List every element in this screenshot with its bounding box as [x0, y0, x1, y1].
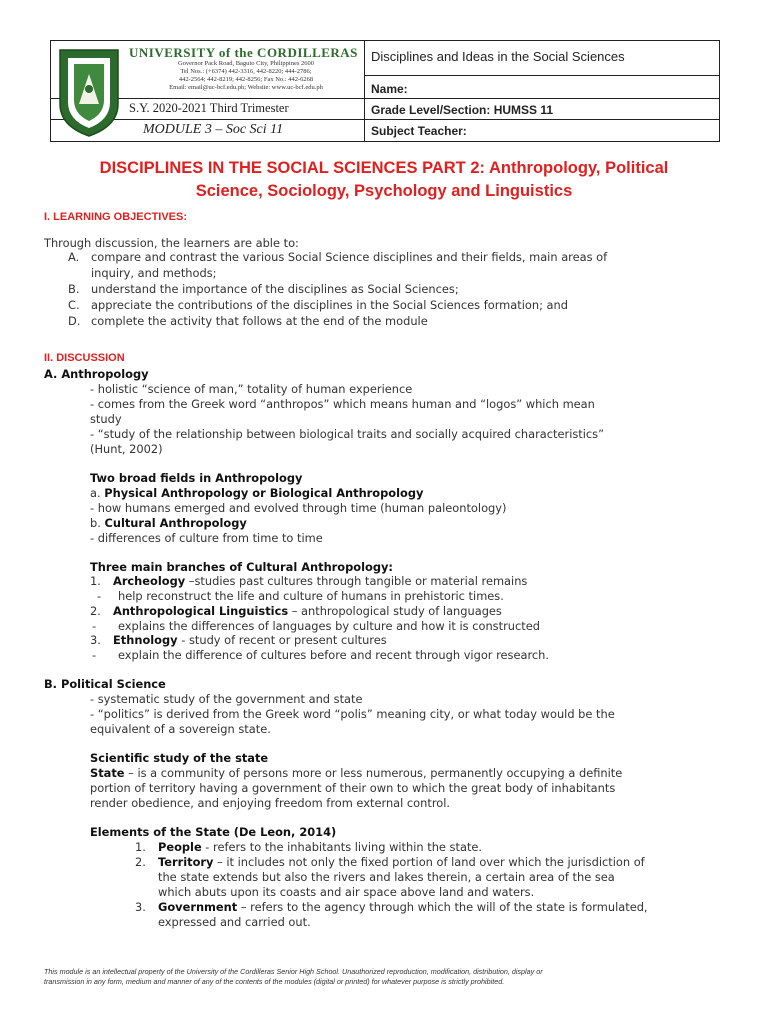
element-text: the state extends but also the rivers and lakes therein, a certain area of the sea [158, 870, 615, 884]
state-heading: Scientific study of the state [90, 751, 269, 765]
name-label: Name: [371, 82, 408, 96]
objective-text: inquiry, and methods; [91, 266, 217, 280]
element-item [158, 855, 645, 869]
branch-name: Archeology [113, 574, 186, 588]
element-name: People [158, 840, 202, 854]
objective-text: complete the activity that follows at the end of the module [91, 314, 428, 328]
branch-item [90, 604, 101, 618]
header-table [50, 40, 720, 142]
polsci-heading: B. Political Science [44, 677, 166, 691]
university-address [129, 60, 363, 92]
header-row-line [51, 119, 719, 120]
header-row-line [364, 75, 719, 76]
branch-desc: – anthropological study of languages [288, 604, 502, 618]
title-line: DISCIPLINES IN THE SOCIAL SCIENCES PART 2: Anthropology, Political [99, 159, 669, 177]
branch-num: 2. [90, 604, 101, 618]
fields-heading: Two broad fields in Anthropology [90, 471, 303, 485]
branch-item [113, 604, 502, 618]
anthropology-line: - holistic “science of man,” totality of human experience [90, 382, 413, 396]
branch-sub-text: help reconstruct the life and culture of humans in prehistoric times. [118, 589, 504, 603]
branch-item [90, 574, 101, 588]
branch-item [113, 633, 387, 647]
address-line: Governor Pack Road, Baguio City, Philippines 2600 [177, 60, 315, 67]
branch-desc: - study of recent or present cultures [177, 633, 387, 647]
address-line: Tel Nos.: (+6374) 442-3316, 442-8220; 444-2786; [180, 68, 312, 75]
branch-name: Anthropological Linguistics [113, 604, 289, 618]
anthropology-heading: A. Anthropology [44, 367, 149, 381]
element-name: Government [158, 900, 238, 914]
objective-text: understand the importance of the disciplines as Social Sciences; [91, 282, 459, 296]
polsci-line: equivalent of a sovereign state. [90, 722, 271, 736]
objective-letter: C. [68, 298, 80, 312]
subject-teacher-label: Subject Teacher: [371, 124, 467, 138]
objectives-heading: I. LEARNING OBJECTIVES: [44, 211, 188, 223]
objective-letter: A. [68, 250, 80, 264]
footer-line: transmission in any form, medium and manner of any of the contents of the modules (digital or printed) for whatever purpose is strictly prohibited. [44, 977, 505, 986]
anthropology-line: study [90, 412, 122, 426]
polsci-line: - “politics” is derived from the Greek word “polis” meaning city, or what today would be the [90, 707, 615, 721]
element-text: which abuts upon its coasts and air space above land and waters. [158, 885, 535, 899]
state-text: – is a community of persons more or less numerous, permanently occupying a definite [124, 766, 623, 780]
objective-letter: D. [68, 314, 81, 328]
element-text: – refers to the agency through which the will of the state is formulated, [237, 900, 648, 914]
element-num: 2. [135, 855, 146, 869]
university-name: UNIVERSITY of the CORDILLERAS [129, 45, 358, 60]
header-row-line [51, 98, 719, 99]
polsci-line: - systematic study of the government and state [90, 692, 363, 706]
state-text: render obedience, and enjoying freedom from external control. [90, 796, 451, 810]
element-text: – it includes not only the fixed portion of land over which the jurisdiction of [213, 855, 645, 869]
state-definition [90, 766, 622, 780]
discussion-heading: II. DISCUSSION [44, 352, 125, 364]
field-prefix: b. [90, 516, 105, 530]
element-item [158, 900, 648, 914]
address-line: 442-2564; 442-8219; 442-8256; Fax No.: 442-6268 [178, 76, 314, 83]
module-label: MODULE 3 – Soc Sci 11 [143, 122, 284, 137]
course-title: Disciplines and Ideas in the Social Sciences [371, 49, 625, 64]
element-num: 1. [135, 840, 146, 854]
objective-text: appreciate the contributions of the disciplines in the Social Sciences formation; and [91, 298, 568, 312]
university-seal-logo [54, 44, 124, 139]
branch-num: 1. [90, 574, 101, 588]
branch-name: Ethnology [113, 633, 178, 647]
copyright-footer [44, 967, 724, 987]
school-year: S.Y. 2020-2021 Third Trimester [129, 101, 289, 115]
branch-item [113, 574, 527, 588]
elements-heading: Elements of the State (De Leon, 2014) [90, 825, 337, 839]
field-b-desc: - differences of culture from time to time [90, 531, 323, 545]
field-name: Physical Anthropology or Biological Anthropology [104, 486, 424, 500]
branch-sub-text: explain the difference of cultures before and recent through vigor research. [118, 648, 550, 662]
element-text: - refers to the inhabitants living within the state. [201, 840, 483, 854]
branch-desc: –studies past cultures through tangible or material remains [185, 574, 528, 588]
header-divider [364, 41, 365, 141]
field-b [90, 516, 247, 530]
state-text: portion of territory having a government of their own to which the great body of inhabitants [90, 781, 616, 795]
branch-sub: - [92, 619, 97, 633]
element-num: 3. [135, 900, 146, 914]
objectives-intro: Through discussion, the learners are able to: [44, 236, 299, 250]
footer-line: This module is an intellectual property of the University of the Cordilleras Senior High School. Unauthorized reproduction, modification, distribution, display or [44, 967, 543, 976]
field-a [90, 486, 423, 500]
branch-item [90, 633, 101, 647]
objective-text: compare and contrast the various Social Science disciplines and their fields, main areas of [91, 250, 608, 264]
field-prefix: a. [90, 486, 105, 500]
element-name: Territory [158, 855, 214, 869]
state-term: State [90, 766, 125, 780]
branches-heading: Three main branches of Cultural Anthropology: [90, 560, 393, 574]
element-item [158, 840, 482, 854]
grade-section-label: Grade Level/Section: HUMSS 11 [371, 103, 554, 117]
branch-num: 3. [90, 633, 101, 647]
field-a-desc: - how humans emerged and evolved through time (human paleontology) [90, 501, 507, 515]
element-text: expressed and carried out. [158, 915, 311, 929]
anthropology-line: - “study of the relationship between biological traits and socially acquired characteristics” [90, 427, 605, 441]
objective-letter: B. [68, 282, 80, 296]
field-name: Cultural Anthropology [104, 516, 247, 530]
branch-sub-text: explains the differences of languages by culture and how it is constructed [118, 619, 540, 633]
branch-sub: - [97, 589, 102, 603]
module-title [40, 157, 728, 203]
anthropology-line: - comes from the Greek word “anthropos” which means human and “logos” which mean [90, 397, 595, 411]
title-line: Science, Sociology, Psychology and Linguistics [195, 182, 573, 200]
anthropology-line: (Hunt, 2002) [90, 442, 163, 456]
address-line: Email: email@uc-bcf.edu.ph; Website: www.uc-bcf.edu.ph [169, 84, 323, 91]
branch-sub: - [92, 648, 97, 662]
